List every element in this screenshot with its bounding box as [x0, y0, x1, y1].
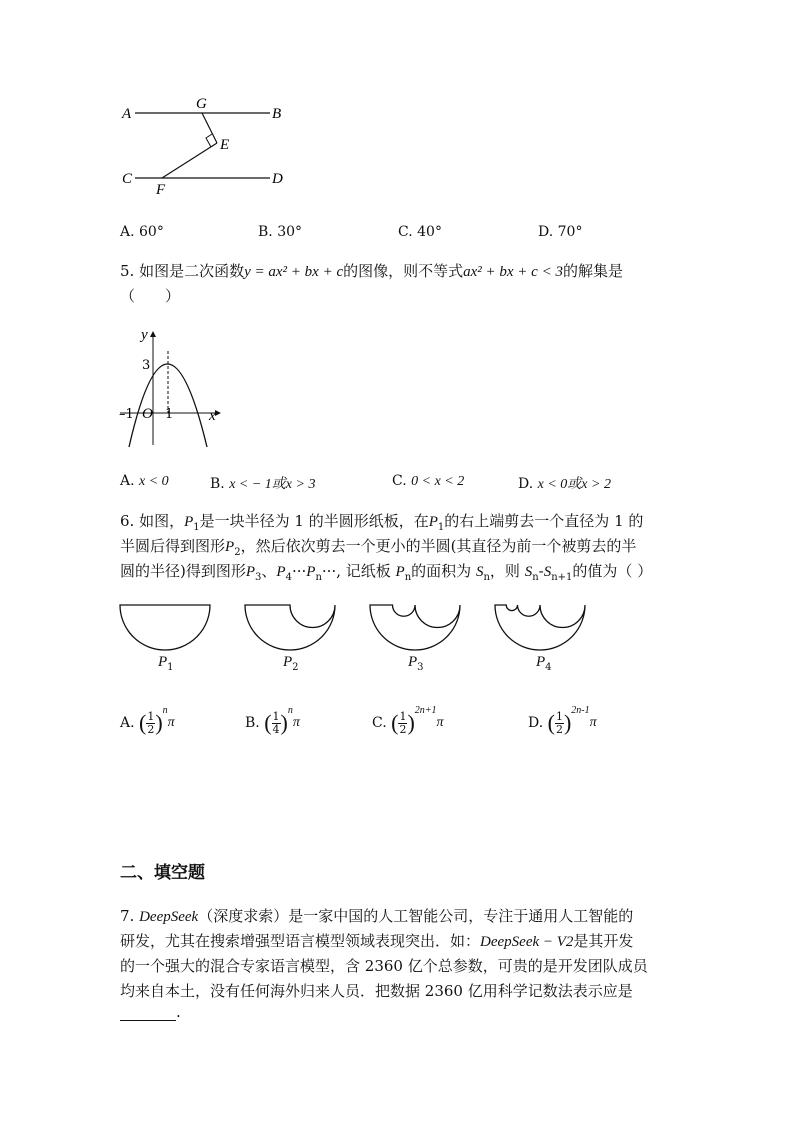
answer-blank[interactable] — [120, 1006, 176, 1021]
q7-answer-blank[interactable]: . — [120, 1003, 181, 1021]
q4-option-d: D. 70° — [538, 224, 583, 240]
segment-ef — [162, 143, 217, 178]
q5-option-b: B. x < − 1或x > 3 — [210, 476, 316, 492]
q6-option-c: C. ( $\frac{1}{2}$ )$^{2n+1}$π — [372, 705, 444, 736]
q7-line-4: 均来自本土，没有任何海外归来人员．把数据 2360 亿用科学记数法表示应是 — [120, 982, 633, 1000]
q6-line-3: 圆的半径)得到图形$P_3$、$P_4\cdot\cdot\cdot P_n\cdot\cdot\cdot$, 记纸板 $P_n$的面积为 $S_n$，则 $S_n-S_{n+1}$的值为（ ） — [120, 562, 653, 583]
label-f: F — [156, 182, 166, 198]
label-d: D — [272, 171, 283, 187]
figure-p1-label: $P_1$ — [158, 654, 174, 673]
label-c: C — [122, 171, 133, 187]
q5-option-a: A. x < 0 — [120, 473, 169, 489]
q6-line-1: 6. 如图，$P_1$是一块半径为 1 的半圆形纸板，在$P_1$的右上端剪去一个直径为 1 的 — [120, 512, 644, 533]
label-3: 3 — [142, 358, 151, 373]
q6-option-d: D. ( $\frac{1}{2}$ )$^{2n-1}$π — [528, 705, 597, 736]
label-g: G — [196, 96, 207, 112]
figure-p3 — [370, 605, 460, 650]
q5-question: 5. 如图是二次函数y = ax² + bx + c的图像，则不等式ax² + bx + c < 3的解集是 — [120, 262, 623, 280]
figure-p4-label: $P_4$ — [536, 654, 552, 673]
q5-option-d: D. x < 0或x > 2 — [518, 476, 611, 492]
q4-option-b: B. 30° — [258, 224, 303, 240]
q5-blank: （ ） — [120, 287, 181, 305]
q6-figures — [110, 595, 630, 675]
q6-line-2: 半圆后得到图形$P_2$，然后依次剪去一个更小的半圆(其直径为前一个被剪去的半 — [120, 537, 637, 558]
q4-option-c: C. 40° — [398, 224, 442, 240]
q6-option-a: A. ( $\frac{1}{2}$ )$^n$π — [120, 705, 175, 736]
q6-option-b: B. ( $\frac{1}{4}$ )$^n$π — [245, 705, 300, 736]
label-e: E — [220, 137, 230, 153]
origin-label: O — [142, 406, 153, 422]
x-axis-arrow — [215, 410, 221, 416]
section-title: 二、填空题 — [120, 863, 205, 883]
figure-p2 — [245, 605, 335, 650]
segment-ge — [202, 113, 217, 143]
label-b: B — [272, 106, 282, 122]
q7-line-2: 研发，尤其在搜索增强型语言模型领域表现突出．如：DeepSeek − V2是其开发 — [120, 932, 634, 950]
label-neg1: –1 — [119, 407, 134, 422]
q4-figure — [110, 90, 310, 200]
label-1: 1 — [165, 407, 174, 422]
q7-line-1: 7. DeepSeek（深度求索）是一家中国的人工智能公司，专注于通用人工智能的 — [120, 907, 634, 925]
q7-line-3: 的一个强大的混合专家语言模型，含 2360 亿个总参数，可贵的是开发团队成员 — [120, 957, 648, 975]
figure-p4 — [495, 605, 585, 650]
q5-option-c: C. 0 < x < 2 — [392, 473, 465, 489]
label-a: A — [122, 106, 132, 122]
figure-p1 — [120, 605, 210, 650]
x-axis-label: x — [209, 408, 216, 424]
q5-graph — [115, 325, 225, 450]
right-angle-mark — [206, 134, 212, 147]
figure-p3-label: $P_3$ — [408, 654, 424, 673]
figure-p2-label: $P_2$ — [283, 654, 299, 673]
q4-option-a: A. 60° — [120, 224, 164, 240]
y-axis-label: y — [141, 327, 148, 343]
y-axis-arrow — [150, 331, 156, 337]
